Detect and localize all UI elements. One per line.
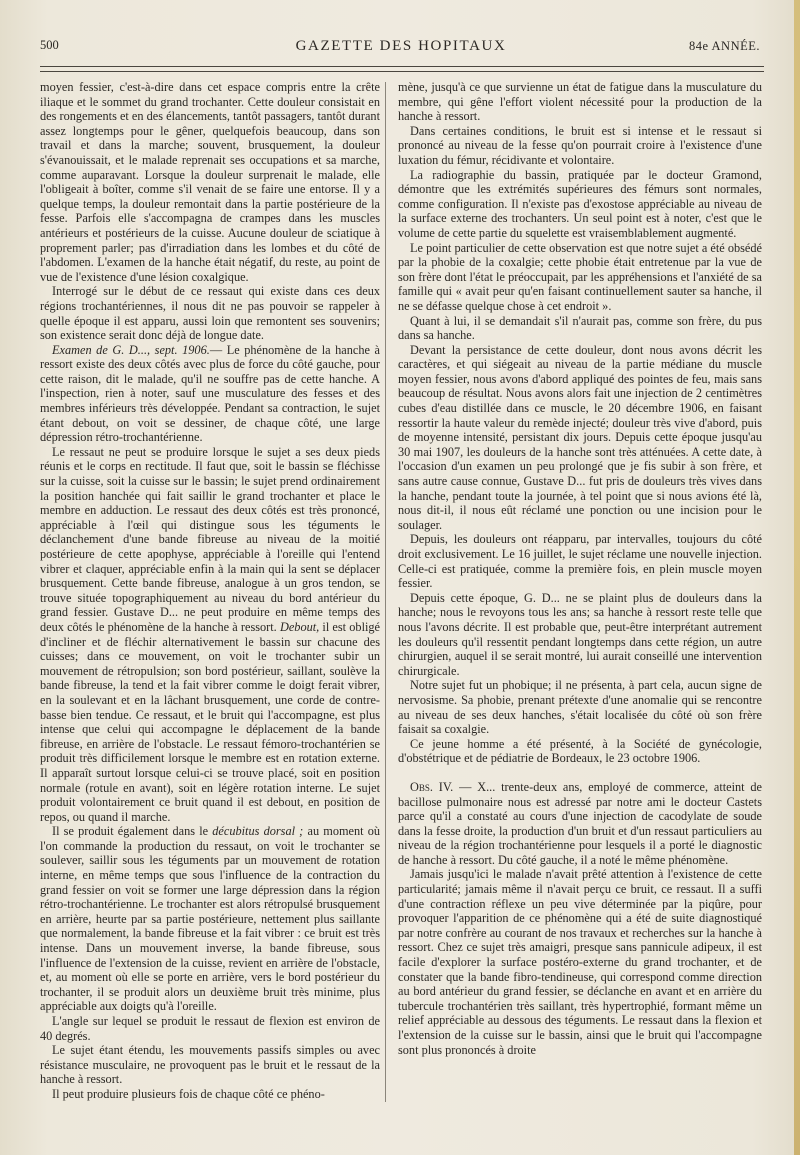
paragraph: Le sujet étant étendu, les mouvements passifs simples ou avec résistance musculaire, ne provoquent pas le bruit et le ressaut de la hanche à ressort.	[40, 1043, 380, 1087]
header-rule-bottom	[40, 71, 764, 72]
page-edge	[794, 0, 800, 1155]
paragraph: moyen fessier, c'est-à-dire dans cet espace compris entre la crête iliaque et le sommet du grand trochanter. Cette douleur consistait en des rongements et en des élancements, tantôt passagers, tantôt durant assez longtemps pour le gêner, quelquefois beaucoup, dans son travail et dans la marche; souvent, brusquement, la douleur s'évanouissait, et le malade reprenait ses occupations et sa marche, comme auparavant. Lorsque la douleur surprenait le malade, elle l'obligeait à boîter, comme s'il venait de se faire une entorse. Il y a quelque temps, la douleur remontait dans la partie postérieure de la fesse. Parfois elle s'accompagna de crampes dans les muscles antérieurs et postérieurs de la cuisse. Aucune douleur de sciatique à proprement parler; pas d'irradiation dans les lombes et du côté de l'abdomen. L'examen de la hanche était négatif, du reste, au point de vue de l'existence d'une lésion coxalgique.	[40, 80, 380, 284]
issue-label: 84e ANNÉE.	[689, 39, 760, 53]
exam-heading: Examen de G. D..., sept. 1906.	[52, 342, 210, 357]
paragraph: mène, jusqu'à ce que survienne un état de fatigue dans la musculature du membre, qui gêne l'effort violent nécessité pour la production de la hanche à ressort.	[398, 80, 762, 124]
column-divider	[385, 82, 386, 1102]
paragraph: Interrogé sur le début de ce ressaut qui existe dans ces deux régions trochantériennes, il nous dit ne pas pouvoir se rappeler à quelle époque il est apparu, aussi loin que remontent ses souvenirs; son existence serait donc déjà de longue date.	[40, 284, 380, 343]
paragraph: Obs. IV. — X... trente-deux ans, employé de commerce, atteint de bacillose pulmonaire nous est adressé par notre ami le docteur Castets parce qu'il a constaté au cours d'une injection de cacodylate de soude dans la fesse droite, la production d'un bruit et d'un ressaut particuliers au niveau de la région trochantérienne pour lesquels il a porté le diagnostic de hanche à ressort. Du côté gauche, il a noté le même phénomène.	[398, 779, 763, 867]
observation-heading: Obs. IV.	[410, 779, 454, 794]
right-column	[398, 80, 762, 1057]
paragraph: Depuis cette époque, G. D... ne se plaint plus de douleurs dans la hanche; nous le revoyons tous les ans; sa hanche à ressort reste telle que nous l'avons décrite. Il est probable que, peut-être interprétant autrement les douleurs qu'il ressentit pendant longtemps dans cette région, un autre chirurgien, auquel il se serait montré, lui aurait conseillé une intervention chirurgicale.	[398, 590, 762, 678]
paragraph: Ce jeune homme a été présenté, à la Société de gynécologie, d'obstétrique et de pédiatrie de Bordeaux, le 23 octobre 1906.	[398, 736, 762, 766]
paragraph: Le ressaut ne peut se produire lorsque le sujet a ses deux pieds réunis et le corps en rectitude. Il faut que, soit le bassin se fléchisse sur la cuisse, soit la cuisse sur le bassin; le sujet prend ordinairement la position hanchée qui fait saillir le grand trochanter et place le membre en adduction. Le ressaut des deux côtés est très prononcé, appréciable à l'œil qui distingue sous les téguments le déclanchement d'une bande fibreuse au niveau de la moitié postérieure de cette apophyse, appréciable à l'oreille qui l'entend vibrer et claquer, appréciable enfin à la main qui la sent se déplacer brusquement. Cette bande fibreuse, analogue à un gros tendon, se trouve située topographiquement au niveau du bord antérieur du grand fessier. Gustave D... ne peut produire en même temps des deux côtés le phénomène de la hanche à ressort. Debout, il est obligé d'incliner et de fléchir alternativement le bassin sur chacune des cuisses; dans ce mouvement, on voit le trochanter subir un mouvement de rétropulsion; son bord postérieur, saillant, soulève la bande fibreuse, la tend et la fait vibrer comme le doigt ferait vibrer, en la soulevant et en la lâchant brusquement, une corde de contre-basse bien tendue. Ce ressaut, et le bruit qui l'accompagne, est plus intense que celui qui accompagne le déplacement de la bande fibreuse, en arrière de l'obstacle. Le ressaut fémoro-trochantérien se produit très difficilement lorsque le membre est en rotation externe. Il apparaît surtout lorsque celui-ci se trouve placé, soit en position normale (rotule en avant), soit en légère rotation interne. Le sujet produit volontairement ce bruit quand il est debout, en position de repos, ou quand il marche.	[40, 444, 381, 824]
paragraph: Notre sujet fut un phobique; il ne présenta, à part cela, aucun signe de nervosisme. Sa phobie, prenant prétexte d'une anomalie qui se rencontre au niveau de ses deux hanches, s'était localisée du côté où son frère faisait sa coxalgie.	[398, 678, 762, 737]
running-title: GAZETTE DES HOPITAUX	[295, 38, 507, 54]
paragraph: Il se produit également dans le décubitus dorsal ; au moment où l'on commande la production du ressaut, on voit le trochanter se soulever, saillir sous les téguments par un mouvement de rotation interne, en même temps que sous l'influence de la contraction du grand fessier on voit se former une large dépression dans la région rétro-trochantérienne. Le trochanter est alors rétropulsé brusquement en arrière, heurte par sa partie postérieure, nettement plus saillante que normalement, la bande fibreuse et la fait vibrer : ce bruit est très intense. Dans un mouvement inverse, la bande fibreuse, sous l'influence de l'extension de la cuisse, revient en arrière de l'obstacle, et, au moment où elle se porte en arrière, vers le bord postérieur du trochanter, il se produit alors un deuxième bruit très minime, plus appréciable aux doigts qu'à l'oreille.	[40, 824, 381, 1014]
paragraph: Jamais jusqu'ici le malade n'avait prêté attention à l'existence de cette particularité; jamais même il n'avait perçu ce bruit, ce ressaut. Il a suffi d'une contraction réflexe un peu vive déterminée par la piqûre, pour provoquer l'apparition de ce phénomène qui a été de suite diagnostiqué par notre confrère au courant de nos travaux et recherches sur la hanche à ressort. Chez ce sujet très amaigri, presque sans pannicule adipeux, il est facile d'explorer la surface postéro-externe du grand trochanter, et de constater que la bande fibro-tendineuse, qui correspond comme direction au bord antérieur du grand fessier, se déclanche en avant et en arrière du tubercule trochantérien très saillant, très hypertrophié, formant même un relief appréciable au dessous des téguments. Le ressaut dans la flexion et l'extension de la cuisse sur le bassin, ainsi que le bruit qui l'accompagne sont plus prononcés à droite	[398, 867, 762, 1057]
paragraph: Devant la persistance de cette douleur, dont nous avons décrit les caractères, et qui siégeait au niveau de la partie médiane du muscle moyen fessier, nous avons d'abord appliqué des pointes de feu, mais sans beaucoup de résultat. Nous avons alors fait une injection de 2 centimètres cubes d'eau distillée dans ce muscle, le 20 décembre 1906, en faisant ressortir la haute valeur du remède injecté; douleur très vive d'abord, puis de moyenne intensité, persistant dix jours. Depuis cette époque jusqu'au 30 mai 1907, les douleurs de la hanche sont très atténuées. A cette date, à l'occasion d'un examen un peu prolongé que je fis subir à son frère, et sans autre cause connue, Gustave D... fut pris de douleurs très vives dans la hanche, pendant toute la journée, à tel point que si nous avions été là, nous dit-il, il nous eût réclamé une ponction ou une incision pour le soulager.	[398, 342, 762, 532]
paragraph: L'angle sur lequel se produit le ressaut de flexion est environ de 40 degrés.	[40, 1014, 380, 1043]
left-column	[40, 80, 380, 1102]
paragraph: Depuis, les douleurs ont réapparu, par intervalles, toujours du côté droit exclusivement. Le 16 juillet, le sujet réclame une nouvelle injection. Celle-ci est pratiquée, comme la première fois, en plein muscle moyen fessier.	[398, 532, 762, 591]
paragraph: Examen de G. D..., sept. 1906.— Le phénomène de la hanche à ressort existe des deux côtés avec plus de force du côté gauche, pour cette raison, dit le malade, qu'il ne souffre pas de cette hanche. A l'inspection, rien à noter, sauf une musculature des fesses et des membres inférieurs très développée. Pendant sa contraction, le sujet étant debout, on voit se dessiner, de chaque côté, une large dépression rétro-trochantérienne.	[40, 342, 381, 445]
page-header	[40, 38, 762, 60]
paragraph: Quant à lui, il se demandait s'il n'aurait pas, comme son frère, du pus dans sa hanche.	[398, 313, 762, 343]
page-number: 500	[40, 38, 59, 52]
header-rule-top	[40, 66, 764, 67]
paragraph: Le point particulier de cette observation est que notre sujet a été obsédé par la phobie de la coxalgie; cette phobie était entretenue par la vue de son frère dont l'état le préoccupait, par les appréhensions et l'anxiété de sa famille qui « avait peur qu'en faisant continuellement sauter sa hanche, il ne se défasse quelque chose à cet endroit ».	[398, 240, 762, 313]
paragraph: La radiographie du bassin, pratiquée par le docteur Gramond, démontre que les extrémités supérieures des fémurs sont normales, comme configuration. Il n'existe pas d'exostose appréciable au niveau de la surface externe des trochanters. Un seul point est à noter, c'est que le volume de cette partie du squelette est vraisemblablement augmenté.	[398, 167, 762, 240]
paragraph: Dans certaines conditions, le bruit est si intense et le ressaut si prononcé au niveau de la fesse qu'on pourrait croire à l'existence d'une luxation du fémur, récidivante et volontaire.	[398, 123, 762, 167]
paragraph: Il peut produire plusieurs fois de chaque côté ce phéno-	[52, 1086, 325, 1101]
